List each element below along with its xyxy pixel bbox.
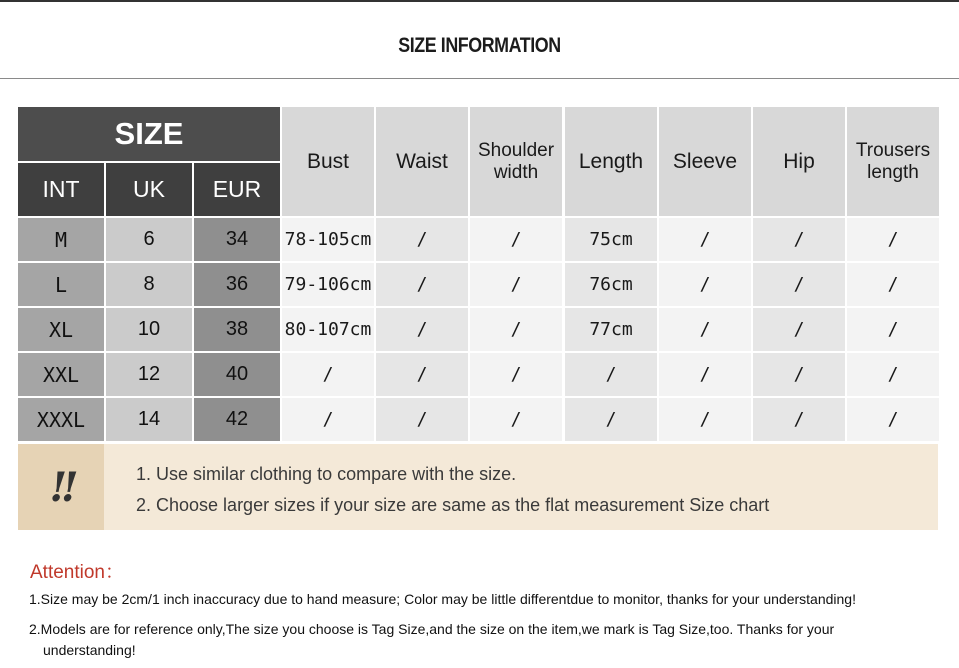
trousers-length-value: / (847, 218, 939, 261)
int-size-cell: XXXL (18, 398, 104, 441)
header-shoulder-width: Shoulder width (470, 107, 562, 216)
trousers-length-value: / (847, 353, 939, 396)
header-waist: Waist (376, 107, 468, 216)
uk-size-cell: 12 (106, 353, 192, 396)
int-header: INT (18, 163, 104, 216)
bust-value: 79-106cm (282, 263, 374, 306)
header-sleeve: Sleeve (659, 107, 751, 216)
waist-value: / (376, 263, 468, 306)
uk-size-cell: 14 (106, 398, 192, 441)
hip-value: / (753, 308, 845, 351)
bust-value: / (282, 398, 374, 441)
attention-line-2: 2.Models are for reference only,The size you choose is Tag Size,and the size on the item,we mark is Tag Size,too. Thanks for your (29, 621, 835, 637)
shoulder-width-value: / (470, 263, 562, 306)
length-value: / (565, 353, 657, 396)
int-size-cell: XL (18, 308, 104, 351)
hip-value: / (753, 263, 845, 306)
top-divider (0, 0, 959, 2)
bust-value: 78-105cm (282, 218, 374, 261)
length-value: 75cm (565, 218, 657, 261)
page-title: SIZE INFORMATION (398, 34, 561, 57)
header-hip: Hip (753, 107, 845, 216)
eur-size-cell: 42 (194, 398, 280, 441)
uk-size-cell: 6 (106, 218, 192, 261)
eur-size-cell: 34 (194, 218, 280, 261)
tips-box (18, 444, 938, 530)
hip-value: / (753, 398, 845, 441)
waist-value: / (376, 398, 468, 441)
attention-line-1: 1.Size may be 2cm/1 inch inaccuracy due to hand measure; Color may be little differentdue to monitor, thanks for your understanding! (29, 591, 856, 607)
eur-size-cell: 40 (194, 353, 280, 396)
tip-line-1: 1. Use similar clothing to compare with the size. (136, 464, 517, 484)
hip-value: / (753, 218, 845, 261)
hip-value: / (753, 353, 845, 396)
waist-value: / (376, 308, 468, 351)
length-value: 76cm (565, 263, 657, 306)
attention-line-3: understanding! (43, 642, 136, 658)
uk-size-cell: 8 (106, 263, 192, 306)
shoulder-width-value: / (470, 218, 562, 261)
eur-size-cell: 38 (194, 308, 280, 351)
tip-line-2: 2. Choose larger sizes if your size are same as the flat measurement Size chart (136, 495, 770, 515)
shoulder-width-value: / (470, 398, 562, 441)
sleeve-value: / (659, 398, 751, 441)
header-bust: Bust (282, 107, 374, 216)
size-table (18, 107, 938, 442)
header-trousers-length: Trousers length (847, 107, 939, 216)
bust-value: / (282, 353, 374, 396)
attention-label: Attention： (30, 562, 124, 583)
int-size-cell: M (18, 218, 104, 261)
title-divider (0, 78, 959, 79)
length-value: 77cm (565, 308, 657, 351)
sleeve-value: / (659, 263, 751, 306)
int-size-cell: L (18, 263, 104, 306)
trousers-length-value: / (847, 398, 939, 441)
bust-value: 80-107cm (282, 308, 374, 351)
int-size-cell: XXL (18, 353, 104, 396)
uk-header: UK (106, 163, 192, 216)
size-header: SIZE (18, 107, 280, 161)
eur-size-cell: 36 (194, 263, 280, 306)
eur-header: EUR (194, 163, 280, 216)
trousers-length-value: / (847, 308, 939, 351)
sleeve-value: / (659, 308, 751, 351)
shoulder-width-value: / (470, 353, 562, 396)
trousers-length-value: / (847, 263, 939, 306)
waist-value: / (376, 353, 468, 396)
uk-size-cell: 10 (106, 308, 192, 351)
sleeve-value: / (659, 353, 751, 396)
shoulder-width-value: / (470, 308, 562, 351)
length-value: / (565, 398, 657, 441)
exclamation-glyph: !! (49, 463, 73, 511)
sleeve-value: / (659, 218, 751, 261)
waist-value: / (376, 218, 468, 261)
exclamation-icon (18, 444, 104, 530)
header-length: Length (565, 107, 657, 216)
